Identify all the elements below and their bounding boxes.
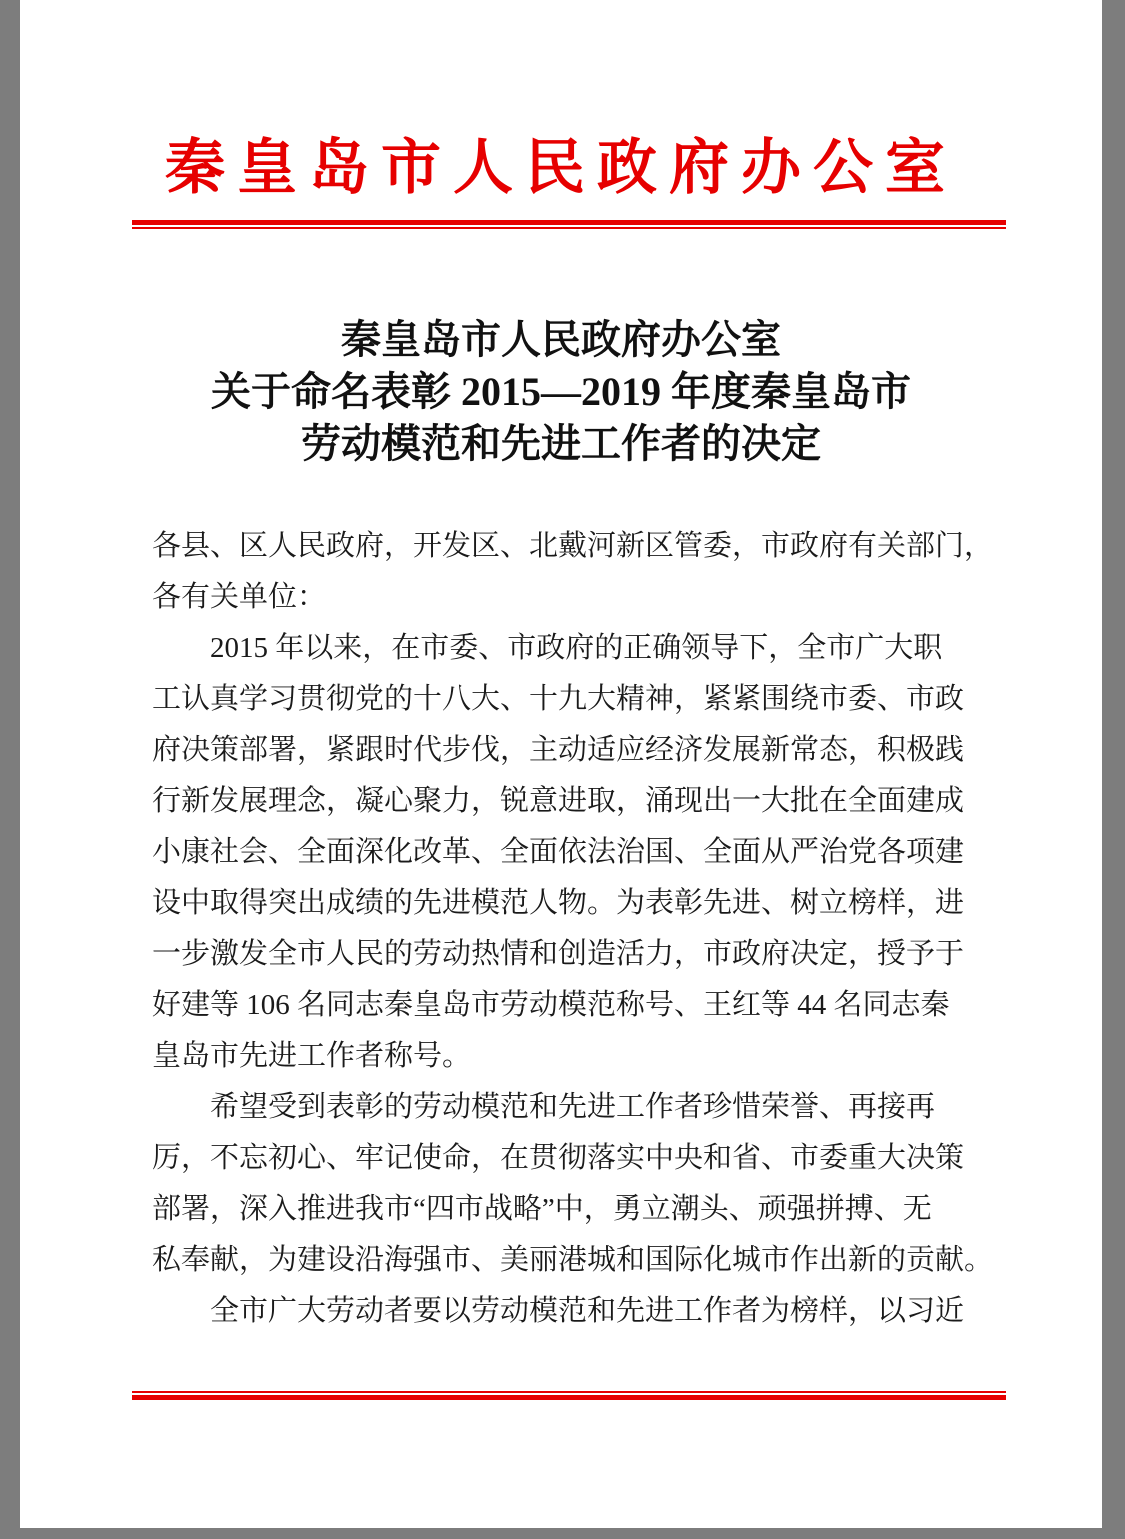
red-separator-bottom — [132, 1391, 1006, 1400]
body-line: 设中取得突出成绩的先进模范人物。为表彰先进、树立榜样，进 — [152, 887, 965, 919]
body-line: 各有关单位： — [152, 581, 327, 613]
body-line: 2015 年以来，在市委、市政府的正确领导下，全市广大职 — [152, 632, 943, 664]
body-line: 希望受到表彰的劳动模范和先进工作者珍惜荣誉、再接再 — [152, 1091, 936, 1123]
body-line: 各县、区人民政府，开发区、北戴河新区管委，市政府有关部门， — [152, 530, 994, 562]
body-line: 工认真学习贯彻党的十八大、十九大精神，紧紧围绕市委、市政 — [152, 683, 965, 715]
letterhead-org-name: 秦皇岛市人民政府办公室 — [165, 135, 957, 201]
body-line: 行新发展理念，凝心聚力，锐意进取，涌现出一大批在全面建成 — [152, 785, 965, 817]
body-line: 私奉献，为建设沿海强市、美丽港城和国际化城市作出新的贡献。 — [152, 1244, 994, 1276]
body-line: 小康社会、全面深化改革、全面依法治国、全面从严治党各项建 — [152, 836, 965, 868]
document-title-line: 关于命名表彰 2015—2019 年度秦皇岛市 — [211, 369, 911, 414]
red-separator-top — [132, 220, 1006, 229]
document-body — [152, 521, 1002, 1337]
document-title-line: 劳动模范和先进工作者的决定 — [301, 421, 821, 466]
body-line: 府决策部署，紧跟时代步伐，主动适应经济发展新常态，积极践 — [152, 734, 965, 766]
document-title — [20, 314, 1102, 470]
body-line: 全市广大劳动者要以劳动模范和先进工作者为榜样，以习近 — [152, 1295, 965, 1327]
body-line: 部署，深入推进我市“四市战略”中，勇立潮头、顽强拼搏、无 — [152, 1193, 932, 1225]
document-title-line: 秦皇岛市人民政府办公室 — [341, 317, 781, 362]
body-line: 皇岛市先进工作者称号。 — [152, 1040, 472, 1072]
body-line: 好建等 106 名同志秦皇岛市劳动模范称号、王红等 44 名同志秦 — [152, 989, 950, 1021]
document-page — [20, 0, 1102, 1528]
body-line: 厉，不忘初心、牢记使命，在贯彻落实中央和省、市委重大决策 — [152, 1142, 965, 1174]
body-line: 一步激发全市人民的劳动热情和创造活力，市政府决定，授予于 — [152, 938, 965, 970]
